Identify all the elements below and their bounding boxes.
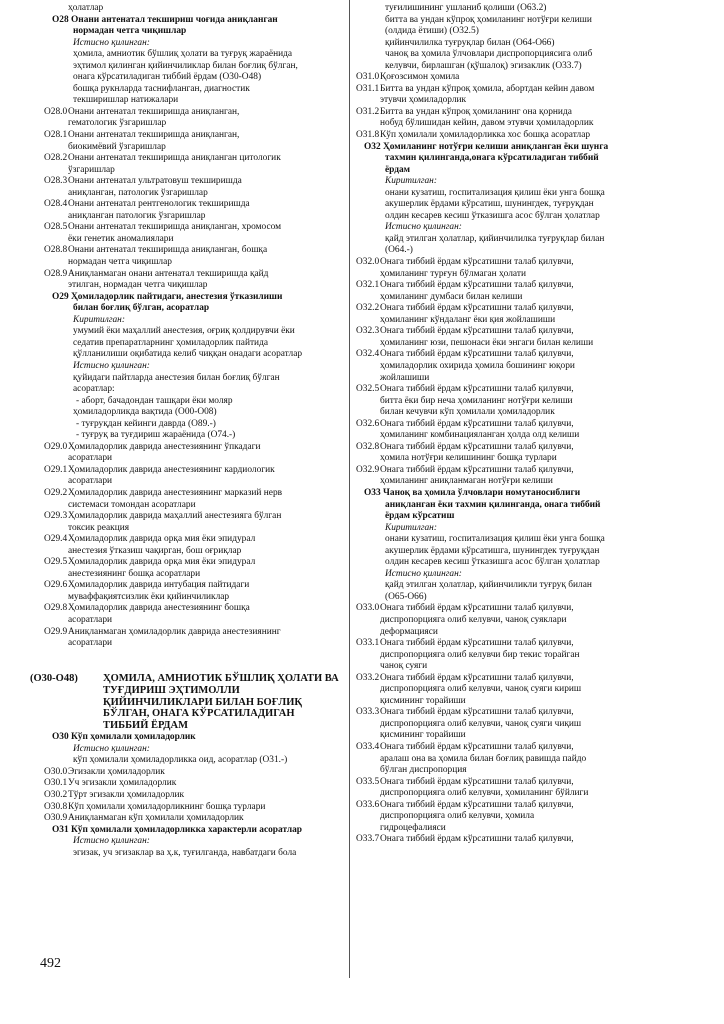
entry-text: Ҳомиладорлик даврида анестезиянинг ўпкадаги: [68, 441, 261, 452]
note-text: чаноқ ва ҳомила ўлчовлари диспропорциясига олиб: [385, 49, 593, 60]
note-text: келувчи, бирлашган (қўшалоқ) эгизаклик (O33.7): [385, 60, 582, 71]
note-text: эгизак, уч эгизаклар ва ҳ.к, туғилганда, навбатдаги бола: [73, 847, 297, 858]
note-text: акушерлик ёрдами кўрсатишга, шунингдек туғруқдан: [385, 545, 600, 556]
entry-code: O28.5: [44, 222, 68, 233]
entry-continuation: диспропорцияга олиб келувчи, ҳомила: [380, 811, 535, 822]
entry-continuation: муваффақиятсизлик ёки қийинчиликлар: [68, 591, 230, 602]
category-heading: O30 Кўп ҳомилали ҳомиладорлик: [52, 732, 196, 743]
entry-continuation: асоратлари: [68, 638, 113, 649]
entry-continuation: деформацияси: [380, 626, 438, 637]
entry-continuation: асоратлари: [68, 476, 113, 487]
entry-continuation: этувчи ҳомиладорлик: [380, 95, 467, 106]
section-code: (O30-O48): [30, 672, 78, 684]
category-heading: O29 Ҳомиладорлик пайтидаги, анестезия ўтказилиши: [52, 291, 283, 302]
right-code-entry: [356, 130, 678, 142]
note-text: олдин кесарев кесиш ўтказишга асос бўлган ҳолатлар: [385, 210, 600, 221]
entry-text: Онага тиббий ёрдам кўрсатишни талаб қилувчи,: [380, 603, 574, 614]
note-text: (O65-O66): [385, 591, 427, 602]
entry-code: O33.6: [356, 799, 380, 810]
entry-continuation: қисмининг торайиши: [380, 730, 466, 741]
right-code-entry: [356, 777, 678, 789]
entry-text: Эгизакли ҳомиладорлик: [68, 766, 165, 777]
left-code-entry: [44, 269, 344, 281]
entry-text: Аниқланмаган ҳомиладорлик даврида анестезиянинг: [68, 626, 281, 637]
category-heading: O31 Кўп ҳомилали ҳомиладорликка характерли асоратлар: [52, 824, 302, 835]
note-text: онага кўрсатиладиган тиббий ёрдам (O30-O48): [73, 72, 262, 83]
column-divider: [349, 0, 350, 978]
right-column: [356, 3, 678, 846]
entry-continuation: ҳомиладорлик охирида ҳомила бошининг юқори: [380, 360, 575, 371]
note-list-item: - туғруқдан кейинги даврда (O89.-): [76, 418, 216, 429]
note-label: Киритилган:: [385, 522, 437, 533]
entry-continuation: аниқланган патологик ўзгаришлар: [68, 210, 206, 221]
entry-text: Онани антенатал текширишда аниқланган, хромосом: [68, 222, 282, 233]
entry-continuation: аралаш она ва ҳомила билан боғлиқ равишда пайдо: [380, 753, 587, 764]
entry-continuation: жойлашиши: [380, 372, 430, 383]
note-text: седатив препаратларнинг ҳомиладорлик пайтида: [73, 337, 269, 348]
entry-text: Ҳомиладорлик даврида анестезиянинг кардиологик: [68, 464, 275, 475]
note-text: эҳтимол қилинган қийинчиликлар билан боғлиқ бўлган,: [73, 60, 298, 71]
section-heading: [30, 672, 344, 685]
right-code-entry: [356, 707, 678, 719]
entry-continuation: чаноқ суяги: [380, 661, 428, 672]
entry-continuation: диспропорцияга олиб келувчи, чаноқ суяги чиқиш: [380, 718, 582, 729]
entry-text: Онага тиббий ёрдам кўрсатишни талаб қилувчи,: [380, 707, 574, 718]
entry-text: Онага тиббий ёрдам кўрсатишни талаб қилувчи,: [380, 441, 574, 452]
note-label: Истисно қилинган:: [385, 222, 462, 233]
right-code-entry: [356, 107, 678, 119]
note-label: Истисно қилинган:: [73, 836, 150, 847]
left-code-entry: [44, 176, 344, 188]
entry-code: O33.1: [356, 638, 380, 649]
entry-code: O33.0: [356, 603, 380, 614]
category-heading: O33 Чаноқ ва ҳомила ўлчовлари номутаносиблиги: [364, 487, 581, 498]
entry-code: O33.2: [356, 672, 380, 683]
entry-continuation: ўзгаришлар: [68, 164, 115, 175]
left-code-entry: [44, 465, 344, 477]
entry-text: Ҳомиладорлик даврида интубация пайтидаги: [68, 580, 250, 591]
entry-text: Кўп ҳомилали ҳомиладорликнинг бошқа турлари: [68, 801, 266, 812]
note-label: Киритилган:: [73, 314, 125, 325]
entry-code: O29.0: [44, 441, 68, 452]
left-code-entry: [44, 557, 344, 569]
entry-code: O32.8: [356, 441, 380, 452]
left-code-entry: [44, 107, 344, 119]
entry-code: O30.9: [44, 813, 68, 824]
right-code-entry: [356, 742, 678, 754]
entry-code: O29.4: [44, 534, 68, 545]
entry-continuation: биокимёвий ўзгаришлар: [68, 141, 166, 152]
category-heading: O28 Онани антенатал текшириш чоғида аниқланган: [52, 14, 278, 25]
entry-code: O32.3: [356, 326, 380, 337]
category-heading-cont: тахмин қилинганда,онага кўрсатиладиган тиббий: [385, 153, 599, 164]
entry-continuation: ҳомиланинг турғун бўлмаган ҳолати: [380, 268, 526, 279]
entry-text: Онага тиббий ёрдам кўрсатишни талаб қилувчи,: [380, 834, 574, 845]
left-code-entry: [44, 603, 344, 615]
note-text: бошқа рукнларда таснифланган, диагностик: [73, 83, 250, 94]
entry-code: O28.2: [44, 153, 68, 164]
entry-text: Онага тиббий ёрдам кўрсатишни талаб қилувчи,: [380, 776, 574, 787]
left-column: [30, 3, 344, 859]
entry-code: O31.0: [356, 72, 380, 83]
entry-code: O28.3: [44, 176, 68, 187]
category-heading-cont: ёрдам кўрсатиш: [385, 511, 455, 522]
entry-text: Ҳомиладорлик даврида анестезиянинг марказий нерв: [68, 487, 283, 498]
entry-text: Онани антенатал текширишда аниқланган,: [68, 106, 240, 117]
entry-continuation: ҳомиланинг думбаси билан келиши: [380, 291, 523, 302]
entry-text: Онани антенатал текширишда аниқланган, бошқа: [68, 245, 268, 256]
note-text: текширишлар натижалари: [73, 95, 179, 106]
entry-code: O33.5: [356, 776, 380, 787]
entry-text: Онага тиббий ёрдам кўрсатишни талаб қилувчи,: [380, 303, 574, 314]
right-code-entry: [356, 834, 678, 846]
left-code-entry: [44, 442, 344, 454]
right-code-entry: [356, 326, 678, 338]
left-code-entry: [44, 627, 344, 639]
entry-text: Қоғозсимон ҳомила: [380, 72, 460, 83]
entry-text: Онага тиббий ёрдам кўрсатишни талаб қилувчи,: [380, 638, 574, 649]
entry-code: O31.2: [356, 106, 380, 117]
entry-code: O29.1: [44, 464, 68, 475]
entry-continuation: ёки генетик аномалиялари: [68, 233, 174, 244]
left-code-entry: [44, 245, 344, 257]
entry-text: Тўрт эгизакли ҳомиладорлик: [68, 789, 185, 800]
entry-code: O29.6: [44, 580, 68, 591]
entry-continuation: қисмининг торайиши: [380, 695, 466, 706]
entry-text: Онага тиббий ёрдам кўрсатишни талаб қилувчи,: [380, 326, 574, 337]
entry-code: O32.4: [356, 349, 380, 360]
note-text: қайд этилган ҳолатлар, қийинчиликли туғруқ билан: [385, 580, 592, 591]
note-text: асоратлар:: [73, 384, 115, 395]
note-text: ҳомиладорликда вақтида (O00-O08): [73, 407, 217, 418]
entry-text: Онага тиббий ёрдам кўрсатишни талаб қилувчи,: [380, 464, 574, 475]
entry-code: O32.2: [356, 303, 380, 314]
note-text: битта ва ундан кўпроқ ҳомиланинг нотўғри келиши: [385, 14, 592, 25]
right-code-entry: [356, 800, 678, 812]
section-heading-cont: БЎЛГАН, ОНАГА КЎРСАТИЛАДИГАН: [103, 708, 295, 720]
entry-text: Битта ва ундан кўпроқ ҳомила, абортдан кейин давом: [380, 83, 595, 94]
entry-text: Онага тиббий ёрдам кўрсатишни талаб қилувчи,: [380, 672, 574, 683]
entry-code: O33.7: [356, 834, 380, 845]
entry-code: O30.1: [44, 778, 68, 789]
entry-continuation: этилган, нормадан четга чиқишлар: [68, 280, 208, 291]
note-text: қуйидаги пайтларда анестезия билан боғлиқ бўлган: [73, 372, 280, 383]
entry-text: Онага тиббий ёрдам кўрсатишни талаб қилувчи,: [380, 799, 574, 810]
entry-text: Онага тиббий ёрдам кўрсатишни талаб қилувчи,: [380, 280, 574, 291]
entry-code: O32.0: [356, 257, 380, 268]
note-text: онани кузатиш, госпитализация қилиш ёки унга бошқа: [385, 187, 605, 198]
left-code-entry: [44, 488, 344, 500]
entry-continuation: ҳомиланинг юзи, пешонаси ёки энгаги билан келиши: [380, 337, 594, 348]
entry-text: Онани антенатал ультратовуш текширишда: [68, 176, 242, 187]
entry-text: Онага тиббий ёрдам кўрсатишни талаб қилувчи,: [380, 257, 574, 268]
note-list-item: - аборт, бачадондан ташқари ёки моляр: [76, 395, 233, 406]
note-text: умумий ёки маҳаллий анестезия, оғриқ қолдирувчи ёки: [73, 326, 295, 337]
note-text: қўлланилиши оқибатида келиб чиққан онадаги асоратлар: [73, 349, 303, 360]
blank-line: [44, 661, 344, 673]
entry-code: O32.9: [356, 464, 380, 475]
entry-code: O30.0: [44, 766, 68, 777]
entry-code: O32.5: [356, 384, 380, 395]
left-code-entry: [44, 199, 344, 211]
entry-text: Уч эгизакли ҳомиладорлик: [68, 778, 177, 789]
entry-text: Аниқланмаган онани антенатал текширишда қайд: [68, 268, 269, 279]
entry-text: Аниқланмаган кўп ҳомилали ҳомиладорлик: [68, 813, 244, 824]
note-text: (олдида ётиши) (O32.5): [385, 26, 479, 37]
entry-continuation: диспропорцияга олиб келувчи, чаноқ суяклари: [380, 614, 567, 625]
category-heading-cont: аниқланган ёки тахмин қилинганда, онага тиббий: [385, 499, 601, 510]
entry-continuation: нормадан четга чиқишлар: [68, 257, 172, 268]
page-number: 492: [40, 956, 61, 971]
left-code-entry: [44, 778, 344, 790]
note-label: Истисно қилинган:: [73, 37, 150, 48]
note-text: ҳомила, амниотик бўшлиқ ҳолати ва туғруқ жараёнида: [73, 49, 293, 60]
note-label: Киритилган:: [385, 176, 437, 187]
entry-continuation: нобуд бўлишидан кейин, давом этувчи ҳомиладорлик: [380, 118, 594, 129]
category-heading-cont: билан боғлиқ бўлган, асоратлар: [73, 303, 210, 314]
category-heading-cont: нормадан четга чиқишлар: [73, 26, 187, 37]
entry-code: O32.1: [356, 280, 380, 291]
note-label: Истисно қилинган:: [385, 568, 462, 579]
right-code-entry: [356, 84, 678, 96]
left-code-entry: [44, 580, 344, 592]
entry-code: O30.8: [44, 801, 68, 812]
note-text: кўп ҳомилали ҳомиладорликка оид, асоратлар (O31.-): [73, 755, 288, 766]
note-text: олдин кесарев кесиш ўтказишга асос бўлган ҳолатлар: [385, 557, 600, 568]
right-code-entry: [356, 442, 678, 454]
entry-code: O29.2: [44, 487, 68, 498]
entry-continuation: ҳомиланинг кўндаланг ёки қия жойлашиши: [380, 314, 556, 325]
right-code-entry: [356, 465, 678, 477]
entry-continuation: аниқланган, патологик ўзгаришлар: [68, 187, 208, 198]
section-title: ҲОМИЛА, АМНИОТИК БЎШЛИҚ ҲОЛАТИ ВА: [103, 672, 339, 684]
right-code-entry: [356, 603, 678, 615]
entry-text: Битта ва ундан кўпроқ ҳомиланинг она қорнида: [380, 106, 572, 117]
right-code-entry: [356, 419, 678, 431]
entry-continuation: системаси томондан асоратлари: [68, 499, 196, 510]
right-code-entry: [356, 280, 678, 292]
entry-code: O33.4: [356, 742, 380, 752]
left-code-entry: [44, 222, 344, 234]
entry-code: O33.3: [356, 707, 380, 718]
note-list-item: - туғруқ ва туғдириш жараёнида (O74.-): [76, 430, 236, 441]
category-heading: O32 Ҳомиланинг нотўғри келиши аниқланган ёки шунга: [364, 141, 609, 152]
entry-code: O28.0: [44, 106, 68, 117]
section-heading-cont: ҚИЙИНЧИЛИКЛАРИ БИЛАН БОҒЛИҚ: [103, 696, 303, 708]
entry-continuation: анестезиянинг бошқа асоратлари: [68, 568, 201, 579]
right-code-entry: [356, 303, 678, 315]
entry-continuation: анестезия ўтказиш чақирган, бош оғриқлар: [68, 545, 242, 556]
entry-continuation: билан кечувчи кўп ҳомилали ҳомиладорлик: [380, 407, 555, 418]
entry-text: Онага тиббий ёрдам кўрсатишни талаб қилувчи,: [380, 384, 574, 395]
entry-text: Ҳомиладорлик даврида маҳаллий анестезияга бўлган: [68, 511, 282, 522]
entry-code: O31.8: [356, 130, 380, 141]
note-text: қийинчилилка туғруқлар билан (O64-O66): [385, 37, 555, 48]
note-text: онани кузатиш, госпитализация қилиш ёки унга бошқа: [385, 534, 605, 545]
note-label: Истисно қилинган:: [73, 360, 150, 371]
left-code-entry: [44, 790, 344, 802]
entry-code: O32.6: [356, 418, 380, 429]
entry-continuation: диспропорцияга олиб келувчи, ҳомиланинг бўйлиги: [380, 788, 589, 799]
right-code-entry: [356, 638, 678, 650]
category-heading-cont: ёрдам: [385, 164, 411, 175]
left-code-entry: [44, 130, 344, 142]
entry-text: Онани антенатал рентгенологик текширишда: [68, 199, 250, 210]
entry-code: O28.4: [44, 199, 68, 210]
left-code-entry: [44, 767, 344, 779]
left-code-entry: [44, 813, 344, 825]
entry-continuation: гидроцефалияси: [380, 822, 446, 833]
section-heading-cont: ТИББИЙ ЁРДАМ: [103, 720, 189, 732]
blank-line: [44, 650, 344, 662]
entry-text: Онани антенатал текширишда аниқланган цитологик: [68, 153, 281, 164]
entry-code: O28.1: [44, 130, 68, 141]
entry-continuation: ҳомиланинг комбинацияланган ҳолда олд келиши: [380, 430, 580, 441]
entry-continuation: токсик реакция: [68, 522, 130, 533]
note-text: қайд этилган ҳолатлар, қийинчилилка туғруқлар билан: [385, 233, 605, 244]
note-text: (O64.-): [385, 245, 413, 256]
entry-continuation: ҳолатлар: [68, 3, 104, 13]
entry-code: O28.9: [44, 268, 68, 279]
entry-text: Ҳомиладорлик даврида орқа мия ёки эпидурал: [68, 534, 256, 545]
note-label: Истисно қилинган:: [73, 743, 150, 754]
left-code-entry: [44, 534, 344, 546]
left-code-entry: [44, 802, 344, 814]
entry-continuation: асоратлари: [68, 453, 113, 464]
entry-text: Онага тиббий ёрдам кўрсатишни талаб қилувчи,: [380, 418, 574, 429]
entry-continuation: ҳомила нотўғри келишининг бошқа турлари: [380, 453, 557, 464]
entry-code: O28.8: [44, 245, 68, 256]
note-text: акушерлик ёрдами кўрсатиш, шунингдек, туғруқдан: [385, 199, 594, 210]
left-code-entry: [44, 511, 344, 523]
section-heading-cont: ТУҒДИРИШ ЭҲТИМОЛЛИ: [103, 684, 240, 696]
entry-text: Кўп ҳомилали ҳомиладорликка хос бошқа асоратлар: [380, 130, 591, 141]
entry-code: O31.1: [356, 83, 380, 94]
right-code-entry: [356, 673, 678, 685]
entry-text: Онага тиббий ёрдам кўрсатишни талаб қилувчи,: [380, 742, 574, 752]
note-text: туғилишининг ушланиб қолиши (O63.2): [385, 3, 547, 13]
entry-code: O29.5: [44, 557, 68, 568]
right-code-entry: [356, 72, 678, 84]
entry-continuation: бўлган диспропорция: [380, 765, 467, 776]
entry-continuation: битта ёки бир неча ҳомиланинг нотўғри келиши: [380, 395, 573, 406]
entry-code: O29.3: [44, 511, 68, 522]
right-code-entry: [356, 257, 678, 269]
entry-code: O30.2: [44, 789, 68, 800]
right-code-entry: [356, 384, 678, 396]
entry-continuation: гематологик ўзгаришлар: [68, 118, 167, 129]
entry-continuation: диспропорцияга олиб келувчи бир текис торайган: [380, 649, 580, 660]
entry-text: Онани антенатал текширишда аниқланган,: [68, 130, 240, 141]
entry-code: O29.8: [44, 603, 68, 614]
entry-continuation: ҳомиланинг аниқланмаган нотўғри келиши: [380, 476, 553, 487]
entry-code: O29.9: [44, 626, 68, 637]
entry-text: Ҳомиладорлик даврида анестезиянинг бошқа: [68, 603, 250, 614]
entry-text: Ҳомиладорлик даврида орқа мия ёки эпидурал: [68, 557, 256, 568]
entry-continuation: асоратлари: [68, 614, 113, 625]
entry-text: Онага тиббий ёрдам кўрсатишни талаб қилувчи,: [380, 349, 574, 360]
left-code-entry: [44, 153, 344, 165]
entry-continuation: диспропорцияга олиб келувчи, чаноқ суяги кириш: [380, 684, 582, 695]
right-code-entry: [356, 349, 678, 361]
